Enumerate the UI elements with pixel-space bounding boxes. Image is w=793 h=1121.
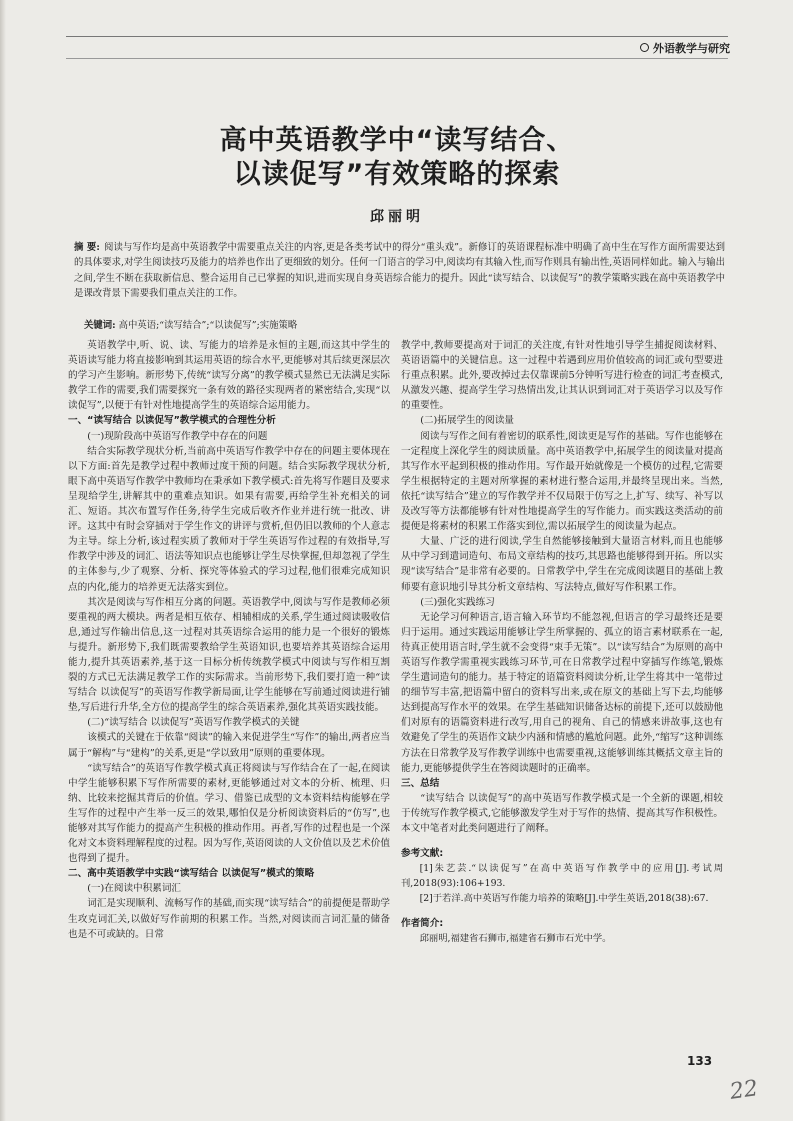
abstract-label: 摘 要: (74, 242, 100, 253)
keywords-label: 关键词: (84, 320, 116, 331)
abstract-text: 阅读与写作均是高中英语教学中需要重点关注的内容,更是各类考试中的得分“重头戏”。新修订的英语课程标准中明确了高中生在写作方面所需要达到的具体要求,对学生阅读技巧及能力的培养也作出了更细致的划分。任何一门语言的学习中,阅读均有其输入性,而写作则具有输出性,英语同样如此。输入与输出之间,学生不断在获取新信息、整合运用自己已掌握的知识,进而实现自身英语综合能力的提升。因此“读写结合、以读促写”的教学策略实践在高中英语教学中是课改背景下需要我们重点关注的工作。 (74, 242, 725, 300)
body-column-left (68, 338, 390, 942)
body-paragraph: “读写结合”的英语写作教学模式真正将阅读与写作结合在了一起,在阅读中学生能够积累下写作所需要的素材,更能够通过对文本的分析、梳理、归纳、比较来挖掘其背后的价值。学习、借鉴已成型的文本资料结构能够在学生写作的过程中产生举一反三的效果,哪怕仅是分析阅读资料后的“仿写”,也能够对其写作能力的提高产生积极的推动作用。再者,写作的过程也是一个深化对文本资料理解程度的过程。因为写作,英语阅读的人文价值以及艺术价值也得到了提升。 (68, 762, 390, 865)
body-column-right (401, 338, 723, 946)
body-paragraph: 该模式的关键在于依靠“阅读”的输入来促进学生“写作”的输出,两者应当属于“解构”与“建构”的关系,更是“学以致用”原则的重要体现。 (68, 732, 390, 759)
article-title-line1: 高中英语教学中“读写结合、 (219, 125, 575, 156)
body-paragraph: 教学中,教师要提高对于词汇的关注度,有针对性地引导学生捕捉阅读材料、英语语篇中的关键信息。这一过程中若遇到应用价值较高的词汇或句型要进行重点积累。此外,要改掉过去仅靠课前5分钟听写进行检查的词汇考查模式,从激发兴趣、提高学生学习热情出发,让其认识到词汇对于英语学习以及写作的重要性。 (401, 340, 723, 412)
body-paragraph: 其次是阅读与写作相互分离的问题。英语教学中,阅读与写作是教师必须要重视的两大模块。两者是相互依存、相辅相成的关系,学生通过阅读吸收信息,通过写作输出信息,这一过程对其英语综合运用的能力是一个很好的锻炼与提升。新形势下,我们既需要教给学生英语知识,也要培养其英语综合运用能力,提升其英语素养,基于这一目标分析传统教学模式中阅读与写作相互割裂的方式已无法满足教学工作的实际需求。当前形势下,我们要打造一种“读写结合 以读促写”的英语写作教学新局面,让学生能够在写前通过阅读进行铺垫,写后进行升华,全方位的提高学生的综合英语素养,强化其英语实践技能。 (68, 596, 390, 714)
author-bio-text: 邱丽明,福建省石狮市,福建省石狮市石光中学。 (419, 933, 612, 945)
page-edge-shadow (0, 0, 6, 1121)
subsection-heading: (三)强化实践练习 (420, 596, 495, 608)
body-paragraph: 词汇是实现顺利、流畅写作的基础,而实现“读写结合”的前提便是帮助学生攻克词汇关,以做好写作前期的积累工作。当然,对阅读而言词汇量的储备也是不可或缺的。日常 (68, 898, 390, 940)
reference-item: [2]于若洋.高中英语写作能力培养的策略[J].中学生英语,2018(38):67. (419, 893, 709, 905)
body-paragraph: 英语教学中,听、说、读、写能力的培养是永恒的主题,而这其中学生的英语读写能力将直接影响到其运用英语的综合水平,更能够对其后续更深层次的学习产生影响。新形势下,传统“读写分离”的教学模式显然已无法满足实际教学工作的需要,我们需要探究一条有效的路径实现两者的紧密结合,实现“以读促写”,以便于有针对性地提高学生的英语综合运用能力。 (68, 340, 390, 412)
abstract (74, 240, 725, 302)
header-rule-lower (66, 58, 728, 59)
header-rule (66, 36, 728, 37)
body-paragraph: “读写结合 以读促写”的高中英语写作教学模式是一个全新的课题,相较于传统写作教学模式,它能够激发学生对于写作的热情、提高其写作积极性。本文中笔者对此类问题进行了阐释。 (401, 792, 723, 834)
subsection-heading: (一)现阶段高中英语写作教学中存在的问题 (87, 430, 268, 442)
subsection-heading: (一)在阅读中积累词汇 (87, 883, 182, 895)
article-title-line2: 以读促写”有效策略的探索 (233, 159, 561, 190)
body-paragraph: 大量、广泛的进行阅读,学生自然能够接触到大量语言材料,而且也能够从中学习到遣词造句、布局文章结构的技巧,其思路也能够得到开拓。所以实现“读写结合”是非常有必要的。日常教学中,学生在完成阅读题目的基础上教师要有意识地引导其分析文章结构、写法特点,做好写作积累工作。 (401, 536, 723, 593)
handwritten-page-mark: 22 (728, 1076, 760, 1105)
keywords-text: 高中英语;“读写结合”;“以读促写”;实施策略 (118, 320, 298, 331)
section-heading: 二、高中英语教学中实践“读写结合 以读促写”模式的策略 (68, 868, 315, 880)
section-tag-text: 外语教学与研究 (653, 42, 730, 55)
subsection-heading: (二)“读写结合 以读促写”英语写作教学模式的关键 (87, 717, 300, 729)
references-heading: 参考文献: (401, 848, 444, 860)
body-paragraph: 无论学习何种语言,语言输入环节均不能忽视,但语言的学习最终还是要归于运用。通过实践运用能够让学生所掌握的、孤立的语言素材联系在一起,待真正使用语言时,学生就不会变得“束手无策”。以“读写结合”为原则的高中英语写作教学需重视实践练习环节,可在日常教学过程中穿插写作练笔,锻炼学生遣词造句的能力。基于特定的语篇资料阅读分析,让学生将其中一笔带过的细节写丰富,把语篇中留白的资料写出来,或在原文的基础上写下去,均能够达到提高写作水平的效果。在学生基础知识储备达标的前提下,还可以鼓励他们对原有的语篇资料进行改写,用自己的视角、自己的情感来讲故事,这也有效避免了学生的英语作文缺少内涵和情感的尴尬问题。此外,“缩写”这种训练方法在日常教学及写作教学训练中也需要重视,这能够训练其概括文章主旨的能力,更能够提供学生在答阅读题时的正确率。 (401, 611, 723, 774)
section-heading: 一、“读写结合 以读促写”教学模式的合理性分析 (68, 415, 276, 427)
bullet-circle-icon (640, 43, 649, 52)
section-heading: 三、总结 (401, 777, 440, 789)
section-tag (640, 40, 730, 56)
body-paragraph: 结合实际教学现状分析,当前高中英语写作教学中存在的问题主要体现在以下方面:首先是教学过程中教师过度干预的问题。结合实际教学现状分析,眼下高中英语写作教学中教师均在秉承如下教学模式:首先将写作题目及要求呈现给学生,讲解其中的重难点知识。如果有需要,再给学生补充相关的词汇、短语。其次布置写作任务,待学生完成后收齐作业并进行统一批改、讲评。这其中有时会穿插对于学生作文的讲评与赏析,但仍旧以教师的个人意志为主导。综上分析,该过程实质了教师对于学生英语写作过程的有效指导,写作教学中涉及的词汇、语法等知识点也能够让学生尽快掌握,但却忽视了学生的主体参与,少了观察、分析、探究等体验式的学习过程,他们很难完成知识点的内化,能力的培养更无法落实到位。 (68, 445, 390, 593)
author-name: 邱丽明 (370, 209, 424, 225)
reference-item: [1]朱艺芸.“以读促写”在高中英语写作教学中的应用[J].考试周刊,2018(93):106+193. (401, 863, 723, 890)
keywords (84, 318, 724, 333)
page-number: 133 (687, 1054, 713, 1068)
subsection-heading: (二)拓展学生的阅读量 (420, 415, 515, 427)
author-bio-heading: 作者简介: (401, 918, 444, 930)
body-paragraph: 阅读与写作之间有着密切的联系性,阅读更是写作的基础。写作也能够在一定程度上深化学生的阅读质量。高中英语教学中,拓展学生的阅读量对提高其写作水平起到积极的推动作用。写作最开始就像是一个模仿的过程,它需要学生根据特定的主题对所掌握的素材进行整合运用,并最终呈现出来。当然,依托“读写结合”建立的写作教学并不仅局限于仿写之上,扩写、续写、补写以及改写等方法都能够有针对性地提高学生的写作能力。而实践这类活动的前提便是将素材的积累工作落实到位,需以拓展学生的阅读量为起点。 (401, 430, 723, 533)
